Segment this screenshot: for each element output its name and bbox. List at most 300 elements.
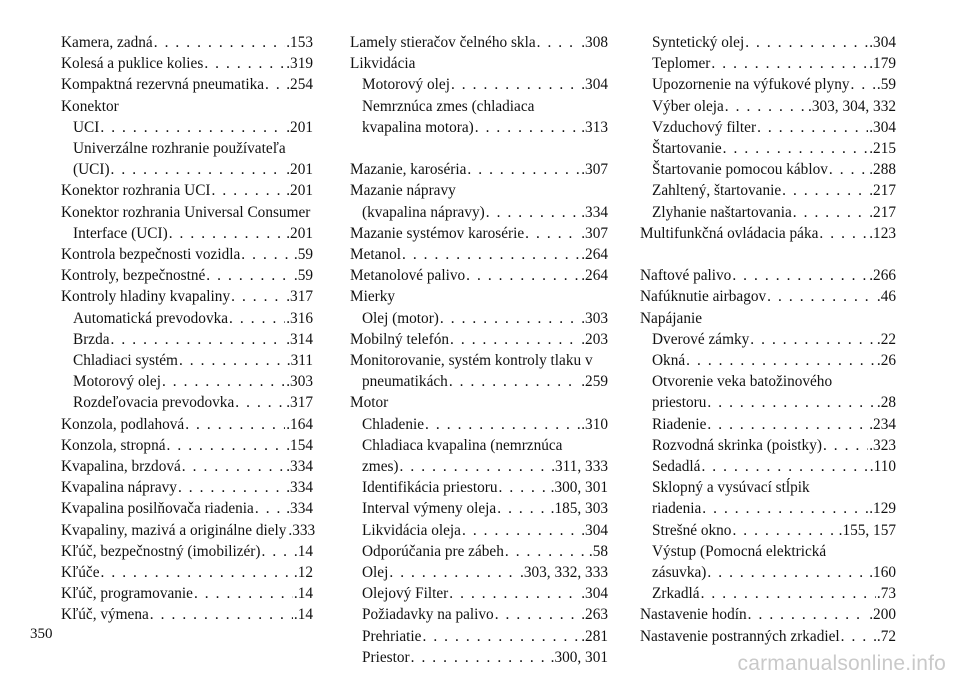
index-entry <box>350 223 608 244</box>
entry-text: Upozornenie na výfukové plyny <box>652 76 850 94</box>
dot-leader <box>451 74 580 95</box>
page-reference: .264 <box>581 267 608 285</box>
entry-text: Konzola, podlahová <box>61 415 185 433</box>
entry-text: Mierky <box>350 288 396 306</box>
page-reference: .110 <box>869 458 896 476</box>
index-entry <box>61 74 313 95</box>
page-reference: .200 <box>869 606 896 624</box>
page-reference: .153 <box>286 34 313 51</box>
index-entry <box>61 244 313 265</box>
dot-leader <box>707 562 868 583</box>
dot-leader <box>823 435 868 456</box>
page-reference: .22 <box>876 330 896 348</box>
page-reference: .316 <box>286 309 313 327</box>
index-heading <box>350 180 608 201</box>
index-subentry <box>350 562 608 583</box>
dot-leader <box>400 456 551 477</box>
index-heading <box>350 350 608 371</box>
index-entry <box>61 53 313 74</box>
page-reference: .281 <box>581 627 608 645</box>
index-entry <box>350 32 608 53</box>
index-subentry <box>640 583 896 604</box>
page-reference: .317 <box>286 288 313 306</box>
dot-leader <box>505 541 588 562</box>
entry-text: Okná <box>652 352 686 370</box>
dot-leader <box>707 414 868 435</box>
entry-text: (kvapalina nápravy) <box>362 203 485 221</box>
entry-text: Olej <box>362 564 389 582</box>
entry-text: Likvidácia <box>350 55 416 73</box>
entry-text: Naftové palivo <box>640 267 732 285</box>
index-subentry <box>350 477 608 498</box>
dot-leader <box>757 117 868 138</box>
index-column-1 <box>61 32 316 626</box>
dot-leader <box>750 329 876 350</box>
entry-text: Interval výmeny oleja <box>362 500 497 518</box>
entry-text: Chladiaci systém <box>73 352 178 370</box>
entry-text: Štartovanie <box>652 140 722 158</box>
dot-leader <box>411 647 550 668</box>
index-subentry <box>350 520 608 541</box>
page-reference: .323 <box>869 436 896 454</box>
page-reference: .288 <box>869 161 896 179</box>
page-reference: .304 <box>581 76 608 94</box>
page-reference: .263 <box>581 606 608 624</box>
dot-leader <box>841 626 876 647</box>
dot-leader <box>255 498 285 519</box>
entry-text: Rozvodná skrinka (poistky) <box>652 436 822 454</box>
entry-text: Priestor <box>362 648 410 666</box>
index-subentry <box>350 96 608 117</box>
index-heading <box>640 308 896 329</box>
dot-leader <box>819 223 868 244</box>
entry-text: zmes) <box>362 458 399 476</box>
entry-text: Nemrznúca zmes (chladiaca <box>362 97 535 115</box>
entry-text: (UCI) <box>73 161 110 179</box>
entry-text: Kontrola bezpečnosti vozidla <box>61 246 241 264</box>
entry-text: Interface (UCI) <box>73 224 168 242</box>
entry-text: Konektor <box>61 97 119 115</box>
entry-text: Chladenie <box>362 415 425 433</box>
entry-text: Kompaktná rezervná pneumatika <box>61 76 265 94</box>
index-subentry <box>640 53 896 74</box>
entry-text: riadenia <box>652 500 702 518</box>
index-subentry <box>350 626 608 647</box>
entry-text: Napájanie <box>640 309 703 327</box>
entry-text: Kontroly, bezpečnostné <box>61 267 206 285</box>
page-reference: .201 <box>286 224 313 242</box>
page-reference: .59 <box>293 267 313 285</box>
dot-leader <box>229 308 285 329</box>
dot-leader <box>101 562 293 583</box>
dot-leader <box>111 329 286 350</box>
entry-text: Konzola, stropná <box>61 436 166 454</box>
index-entry <box>350 159 608 180</box>
index-heading <box>350 53 608 74</box>
entry-text: Motorový olej <box>362 76 450 94</box>
page-reference: .300, 301 <box>550 479 608 497</box>
page-reference: .215 <box>869 140 896 158</box>
entry-text: Požiadavky na palivo <box>362 606 494 624</box>
page-reference: .303, 332, 333 <box>520 564 608 582</box>
entry-text: Metanol <box>350 246 401 264</box>
page-reference: .155, 157 <box>838 521 896 539</box>
dot-leader <box>204 53 285 74</box>
entry-text: Brzda <box>73 330 110 348</box>
index-subentry <box>640 350 896 371</box>
page-reference: .304 <box>869 118 896 136</box>
index-subentry <box>350 541 608 562</box>
entry-text: Rozdeľovacia prevodovka <box>73 394 235 412</box>
entry-text: Výstup (Pomocná elektrická <box>652 542 827 560</box>
dot-leader <box>711 53 868 74</box>
entry-text: Automatická prevodovka <box>73 309 229 327</box>
entry-text: Nastavenie hodín <box>640 606 747 624</box>
page-reference: .303, 304, 332 <box>808 97 896 115</box>
page-reference: .334 <box>581 203 608 221</box>
page-reference: .334 <box>286 458 313 476</box>
index-entry <box>61 562 313 583</box>
entry-text: Identifikácia priestoru <box>362 479 498 497</box>
page-reference: .59 <box>876 76 896 94</box>
index-heading <box>350 392 608 413</box>
page-reference: .179 <box>869 55 896 73</box>
dot-leader <box>194 583 293 604</box>
page-reference: .58 <box>588 542 608 560</box>
index-entry <box>61 286 313 307</box>
dot-leader <box>154 32 285 53</box>
index-spacer <box>640 244 896 265</box>
index-subentry <box>61 117 313 138</box>
index-subentry <box>640 138 896 159</box>
dot-leader <box>725 96 807 117</box>
index-subentry <box>640 202 896 223</box>
dot-leader <box>686 350 876 371</box>
entry-text: Mazanie systémov karosérie <box>350 224 525 242</box>
entry-text: Chladiaca kvapalina (nemrznúca <box>362 436 563 454</box>
index-heading <box>350 286 608 307</box>
dot-leader <box>475 117 581 138</box>
index-subentry <box>350 647 608 668</box>
dot-leader <box>782 180 868 201</box>
page-reference: .234 <box>869 415 896 433</box>
dot-leader <box>182 456 285 477</box>
index-entry <box>350 265 608 286</box>
index-subentry <box>350 498 608 519</box>
page-reference: .73 <box>876 585 896 603</box>
dot-leader <box>499 477 550 498</box>
page-reference: .123 <box>869 224 896 242</box>
dot-leader <box>851 74 876 95</box>
index-subentry <box>61 223 313 244</box>
index-entry <box>61 583 313 604</box>
entry-text: Dverové zámky <box>652 330 750 348</box>
page-reference: .154 <box>286 436 313 454</box>
dot-leader <box>450 329 580 350</box>
page-reference: .313 <box>581 118 608 136</box>
page-reference: .317 <box>286 394 313 412</box>
dot-leader <box>466 265 580 286</box>
dot-leader <box>486 202 580 223</box>
dot-leader <box>241 244 293 265</box>
index-entry <box>61 435 313 456</box>
entry-text: Kvapalina posilňovača riadenia <box>61 500 254 518</box>
entry-text: Likvidácia oleja <box>362 521 461 539</box>
entry-text: Vzduchový filter <box>652 118 757 136</box>
index-subentry <box>640 498 896 519</box>
dot-leader <box>425 414 580 435</box>
dot-leader <box>265 74 285 95</box>
entry-text: Mazanie, karoséria <box>350 161 467 179</box>
entry-text: Kľúče <box>61 564 100 582</box>
index-entry <box>350 329 608 350</box>
index-heading <box>61 202 313 223</box>
dot-leader <box>178 477 285 498</box>
page-reference: .311, 333 <box>551 458 608 476</box>
dot-leader <box>723 138 869 159</box>
index-entry <box>640 286 896 307</box>
entry-text: Kľúč, programovanie <box>61 585 193 603</box>
page-reference: .26 <box>876 352 896 370</box>
entry-text: Sedadlá <box>652 458 701 476</box>
entry-text: Univerzálne rozhranie používateľa <box>73 140 286 158</box>
page-reference: .160 <box>869 564 896 582</box>
entry-text: Syntetický olej <box>652 34 745 51</box>
page-reference: .12 <box>293 564 313 582</box>
dot-leader <box>767 286 876 307</box>
page-reference: .46 <box>876 288 896 306</box>
page-reference: .334 <box>286 479 313 497</box>
dot-leader <box>206 265 293 286</box>
entry-text: Olejový Filter <box>362 585 449 603</box>
dot-leader <box>701 456 868 477</box>
index-subentry <box>61 138 313 159</box>
page-reference: .311 <box>286 352 313 370</box>
page-reference: .72 <box>876 627 896 645</box>
entry-text: Kolesá a puklice kolies <box>61 55 204 73</box>
entry-text: Zahltený, štartovanie <box>652 182 782 200</box>
index-subentry <box>61 350 313 371</box>
index-entry <box>61 520 316 541</box>
index-subentry <box>640 159 896 180</box>
page-reference: .59 <box>293 246 313 264</box>
entry-text: Otvorenie veka batožinového <box>652 373 833 391</box>
index-entry <box>640 223 896 244</box>
dot-leader <box>169 223 286 244</box>
index-entry <box>61 477 313 498</box>
page-reference: .14 <box>293 585 313 603</box>
index-subentry <box>640 96 896 117</box>
index-subentry <box>350 414 608 435</box>
entry-text: Výber oleja <box>652 97 724 115</box>
page-number: 350 <box>30 626 53 642</box>
dot-leader <box>179 350 286 371</box>
page-reference: .303 <box>581 309 608 327</box>
dot-leader <box>100 117 285 138</box>
index-entry <box>61 180 313 201</box>
index-entry <box>61 498 313 519</box>
page-reference: .333 <box>288 521 316 539</box>
entry-text: Multifunkčná ovládacia páka <box>640 224 819 242</box>
dot-leader <box>793 202 868 223</box>
dot-leader <box>537 32 581 53</box>
entry-text: Prehriatie <box>362 627 422 645</box>
index-subentry <box>640 456 896 477</box>
entry-text: Nafúknutie airbagov <box>640 288 767 306</box>
page-reference: .304 <box>581 585 608 603</box>
dot-leader <box>261 541 292 562</box>
index-entry <box>640 626 896 647</box>
dot-leader <box>162 371 285 392</box>
page-reference: .14 <box>293 606 313 624</box>
entry-text: Štartovanie pomocou káblov <box>652 161 828 179</box>
entry-text: Metanolové palivo <box>350 267 466 285</box>
index-subentry <box>61 329 313 350</box>
dot-leader <box>497 498 549 519</box>
entry-text: Kľúč, výmena <box>61 606 149 624</box>
entry-text: UCI <box>73 118 100 136</box>
dot-leader <box>707 392 875 413</box>
entry-text: Mobilný telefón <box>350 330 449 348</box>
index-entry <box>640 604 896 625</box>
dot-leader <box>111 159 286 180</box>
dot-leader <box>525 223 580 244</box>
index-subentry <box>61 308 313 329</box>
dot-leader <box>702 498 868 519</box>
index-subentry <box>350 583 608 604</box>
index-subentry <box>640 435 896 456</box>
page-reference: .303 <box>286 373 313 391</box>
index-heading <box>61 96 313 117</box>
entry-text: pneumatikách <box>362 373 448 391</box>
index-entry <box>350 244 608 265</box>
index-entry <box>61 414 313 435</box>
dot-leader <box>449 371 580 392</box>
entry-text: Kamera, zadná <box>61 34 153 51</box>
entry-text: Kvapaliny, mazivá a originálne diely <box>61 521 287 539</box>
index-subentry <box>640 371 896 392</box>
index-subentry <box>350 117 608 138</box>
index-subentry <box>350 202 608 223</box>
page-reference: .314 <box>286 330 313 348</box>
dot-leader <box>167 435 286 456</box>
index-column-3 <box>640 32 896 647</box>
entry-text: Mazanie nápravy <box>350 182 456 200</box>
page-reference: .28 <box>876 394 896 412</box>
index-entry <box>640 265 896 286</box>
entry-text: Riadenie <box>652 415 707 433</box>
entry-text: Motorový olej <box>73 373 161 391</box>
entry-text: Kontroly hladiny kvapaliny <box>61 288 231 306</box>
index-subentry <box>640 392 896 413</box>
page-reference: .334 <box>286 500 313 518</box>
page-reference: .217 <box>869 203 896 221</box>
page-reference: .264 <box>581 246 608 264</box>
entry-text: Zrkadlá <box>652 585 700 603</box>
dot-leader <box>748 604 869 625</box>
index-subentry <box>61 159 313 180</box>
index-subentry <box>350 435 608 456</box>
dot-leader <box>235 392 285 413</box>
index-subentry <box>350 308 608 329</box>
index-subentry <box>61 392 313 413</box>
page-reference: .164 <box>286 415 313 433</box>
dot-leader <box>829 159 868 180</box>
index-subentry <box>640 562 896 583</box>
entry-text: zásuvka) <box>652 564 707 582</box>
entry-text: Monitorovanie, systém kontroly tlaku v <box>350 352 593 370</box>
entry-text: Konektor rozhrania Universal Consumer <box>61 203 311 221</box>
index-subentry <box>350 74 608 95</box>
dot-leader <box>745 32 868 53</box>
index-subentry <box>640 74 896 95</box>
index-subentry <box>640 117 896 138</box>
index-spacer <box>350 138 608 159</box>
entry-text: Motor <box>350 394 389 412</box>
dot-leader <box>402 244 580 265</box>
index-subentry <box>640 180 896 201</box>
index-subentry <box>350 604 608 625</box>
page-reference: .259 <box>581 373 608 391</box>
entry-text: kvapalina motora) <box>362 118 474 136</box>
page-reference: .14 <box>293 542 313 560</box>
page-reference: .254 <box>286 76 313 94</box>
dot-leader <box>422 626 580 647</box>
dot-leader <box>440 308 580 329</box>
entry-text: Odporúčania pre zábeh <box>362 542 504 560</box>
page-reference: .217 <box>869 182 896 200</box>
index-subentry <box>350 456 608 477</box>
dot-leader <box>732 520 837 541</box>
dot-leader <box>449 583 580 604</box>
entry-text: Konektor rozhrania UCI <box>61 182 211 200</box>
page-reference: .129 <box>869 500 896 518</box>
entry-text: Olej (motor) <box>362 309 439 327</box>
index-subentry <box>640 329 896 350</box>
entry-text: priestoru <box>652 394 707 412</box>
entry-text: Lamely stieračov čelného skla <box>350 34 536 51</box>
index-entry <box>61 541 313 562</box>
entry-text: Nastavenie postranných zrkadiel <box>640 627 840 645</box>
dot-leader <box>389 562 519 583</box>
page-reference: .308 <box>581 34 608 51</box>
entry-text: Strešné okno <box>652 521 732 539</box>
entry-text: Teplomer <box>652 55 711 73</box>
page-reference: .307 <box>581 161 608 179</box>
dot-leader <box>212 180 286 201</box>
page-reference: .201 <box>286 161 313 179</box>
dot-leader <box>231 286 285 307</box>
dot-leader <box>701 583 876 604</box>
index-entry <box>61 32 313 53</box>
page-reference: .266 <box>869 267 896 285</box>
index-entry <box>61 456 313 477</box>
dot-leader <box>462 520 580 541</box>
page-reference: .304 <box>581 521 608 539</box>
page-reference: .201 <box>286 118 313 136</box>
index-subentry <box>640 520 896 541</box>
entry-text: Kvapalina, brzdová <box>61 458 181 476</box>
index-subentry <box>640 541 896 562</box>
index-subentry <box>640 414 896 435</box>
dot-leader <box>732 265 868 286</box>
entry-text: Zlyhanie naštartovania <box>652 203 792 221</box>
index-subentry <box>61 371 313 392</box>
dot-leader <box>467 159 580 180</box>
dot-leader <box>185 414 285 435</box>
page-reference: .319 <box>286 55 313 73</box>
page-reference: .203 <box>581 330 608 348</box>
